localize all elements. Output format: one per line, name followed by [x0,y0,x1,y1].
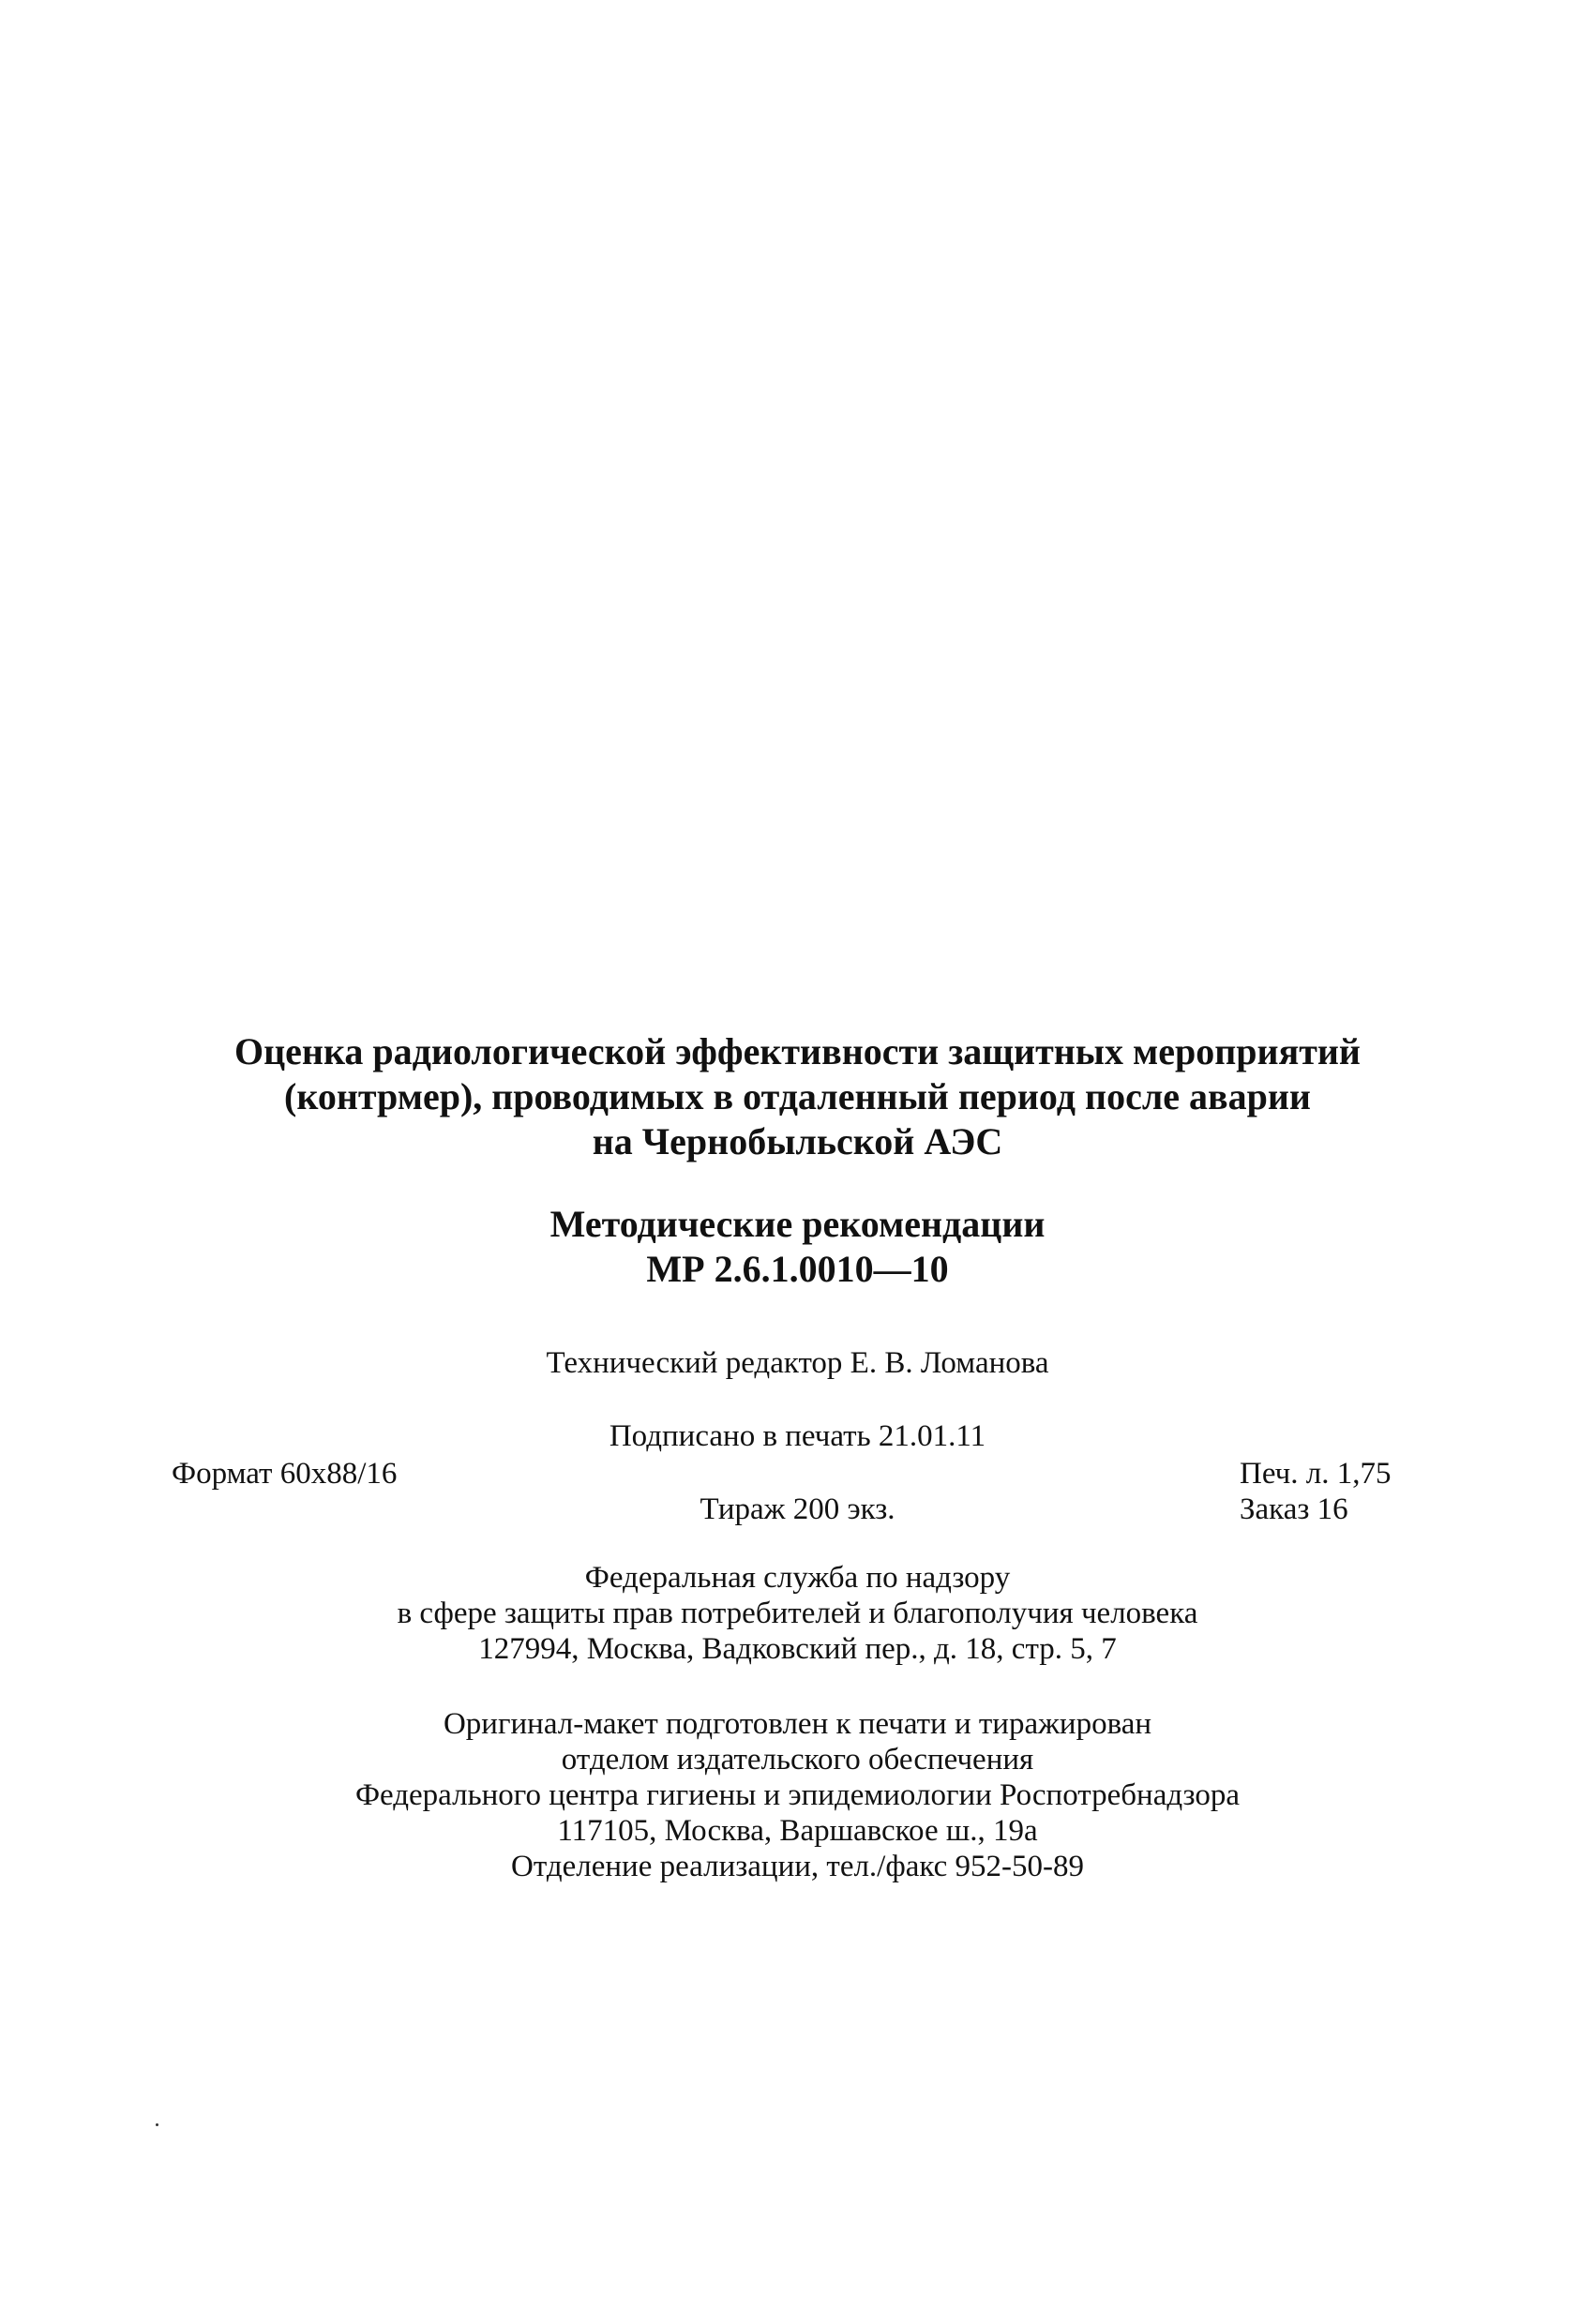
order-number: Заказ 16 [1240,1492,1348,1526]
document-subtitle [0,1202,1595,1292]
publisher-line-2: отделом издательского обеспечения [561,1743,1034,1777]
print-run: Тираж 200 экз. [700,1492,895,1526]
subtitle-line-1: Методические рекомендации [549,1203,1046,1245]
publisher-line-5: Отделение реализации, тел./факс 952-50-89 [511,1850,1084,1883]
publisher-block [0,1706,1595,1884]
agency-line-3: 127994, Москва, Вадковский пер., д. 18, стр. 5, 7 [478,1632,1117,1666]
title-line-3: на Чернобыльской АЭС [592,1120,1003,1162]
title-line-1: Оценка радиологической эффективности защитных мероприятий [234,1030,1361,1072]
print-sheets: Печ. л. 1,75 [1240,1457,1392,1491]
publisher-line-3: Федерального центра гигиены и эпидемиологии Роспотребнадзора [354,1778,1241,1812]
agency-line-2: в сфере защиты прав потребителей и благополучия человека [397,1597,1198,1630]
document-title [0,1029,1595,1164]
agency-block [0,1560,1595,1667]
publisher-line-4: 117105, Москва, Варшавское ш., 19а [557,1814,1038,1848]
title-line-2: (контрмер), проводимых в отдаленный период после аварии [284,1075,1311,1117]
paper-format: Формат 60x88/16 [172,1457,398,1491]
agency-line-1: Федеральная служба по надзору [584,1561,1011,1595]
publisher-line-1: Оригинал-макет подготовлен к печати и тиражирован [443,1707,1152,1741]
subtitle-line-2: МР 2.6.1.0010—10 [646,1248,949,1290]
scan-speck [156,2123,158,2126]
signed-to-print: Подписано в печать 21.01.11 [609,1419,986,1453]
tech-editor: Технический редактор Е. В. Ломанова [546,1346,1049,1380]
